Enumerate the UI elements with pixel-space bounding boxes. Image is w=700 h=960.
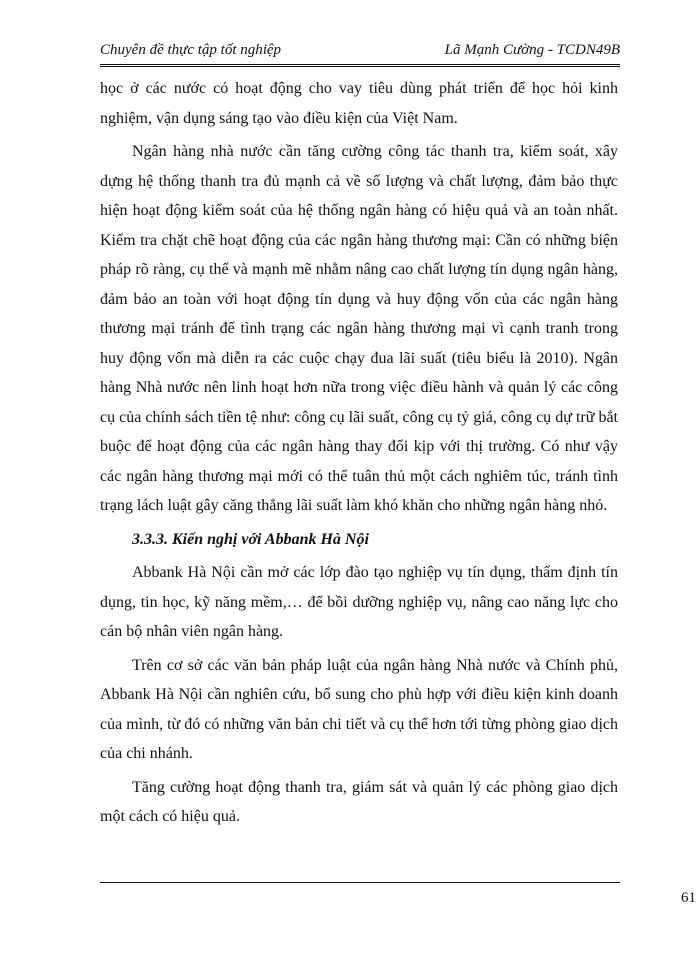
- paragraph-inspection: Tăng cường hoạt động thanh tra, giám sát và quản lý các phòng giao dịch một cách có hiệu quả.: [100, 778, 618, 825]
- paragraph-legal-basis: Trên cơ sở các văn bản pháp luật của ngân hàng Nhà nước và Chính phủ, Abbank Hà Nội cần nghiên cứu, bổ sung cho phù hợp với điều kiện kinh doanh của mình, từ đó có những văn bản chi tiết và cụ thể hơn tới từng phòng giao dịch của chi nhánh.: [100, 656, 618, 762]
- paragraph-state-bank: Ngân hàng nhà nước cần tăng cường công tác thanh tra, kiểm soát, xây dựng hệ thống thanh tra đủ mạnh cả về số lượng và chất lượng, đảm bảo thực hiện hoạt động kiểm soát của hệ thống ngân hàng có hiệu quả và an toàn nhất. Kiểm tra chặt chẽ hoạt động của các ngân hàng thương mại: Cần có những biện pháp rõ ràng, cụ thể và mạnh mẽ nhằm nâng cao chất lượng tín dụng ngân hàng, đảm bảo an toàn với hoạt động tín dụng và huy động vốn của các ngân hàng thương mại tránh để tình trạng các ngân hàng thương mại vì cạnh tranh trong huy động vốn mà diễn ra các cuộc chạy đua lãi suất (tiêu biểu là 2010). Ngân hàng Nhà nước nên linh hoạt hơn nữa trong việc điều hành và quản lý các công cụ của chính sách tiền tệ như: công cụ lãi suất, công cụ tỷ giá, công cụ dự trữ bắt buộc để hoạt động của các ngân hàng thay đổi kịp với thị trường. Có như vậy các ngân hàng thương mại mới có thể tuân thủ một cách nghiêm túc, tránh tình trạng lách luật gây căng thẳng lãi suất làm khó khăn cho những ngân hàng nhỏ.: [100, 143, 618, 514]
- paragraph-continuation: học ở các nước có hoạt động cho vay tiêu dùng phát triển để học hỏi kinh nghiệm, vận dụng sáng tạo vào điều kiện của Việt Nam.: [100, 80, 618, 127]
- paragraph-training: Abbank Hà Nội cần mở các lớp đào tạo nghiệp vụ tín dụng, thẩm định tín dụng, tin học, kỹ năng mềm,… để bồi dưỡng nghiệp vụ, nâng cao năng lực cho cán bộ nhân viên ngân hàng.: [100, 564, 618, 640]
- section-heading: 3.3.3. Kiến nghị với Abbank Hà Nội: [132, 530, 369, 548]
- page-header: [100, 38, 620, 62]
- header-double-rule: [100, 64, 620, 67]
- page-number: 61: [681, 890, 696, 906]
- header-left-title: Chuyên đề thực tập tốt nghiệp: [100, 42, 282, 58]
- footer-rule: [100, 882, 620, 883]
- document-body: [100, 74, 618, 836]
- header-right-author: Lã Mạnh Cường - TCDN49B: [444, 42, 620, 58]
